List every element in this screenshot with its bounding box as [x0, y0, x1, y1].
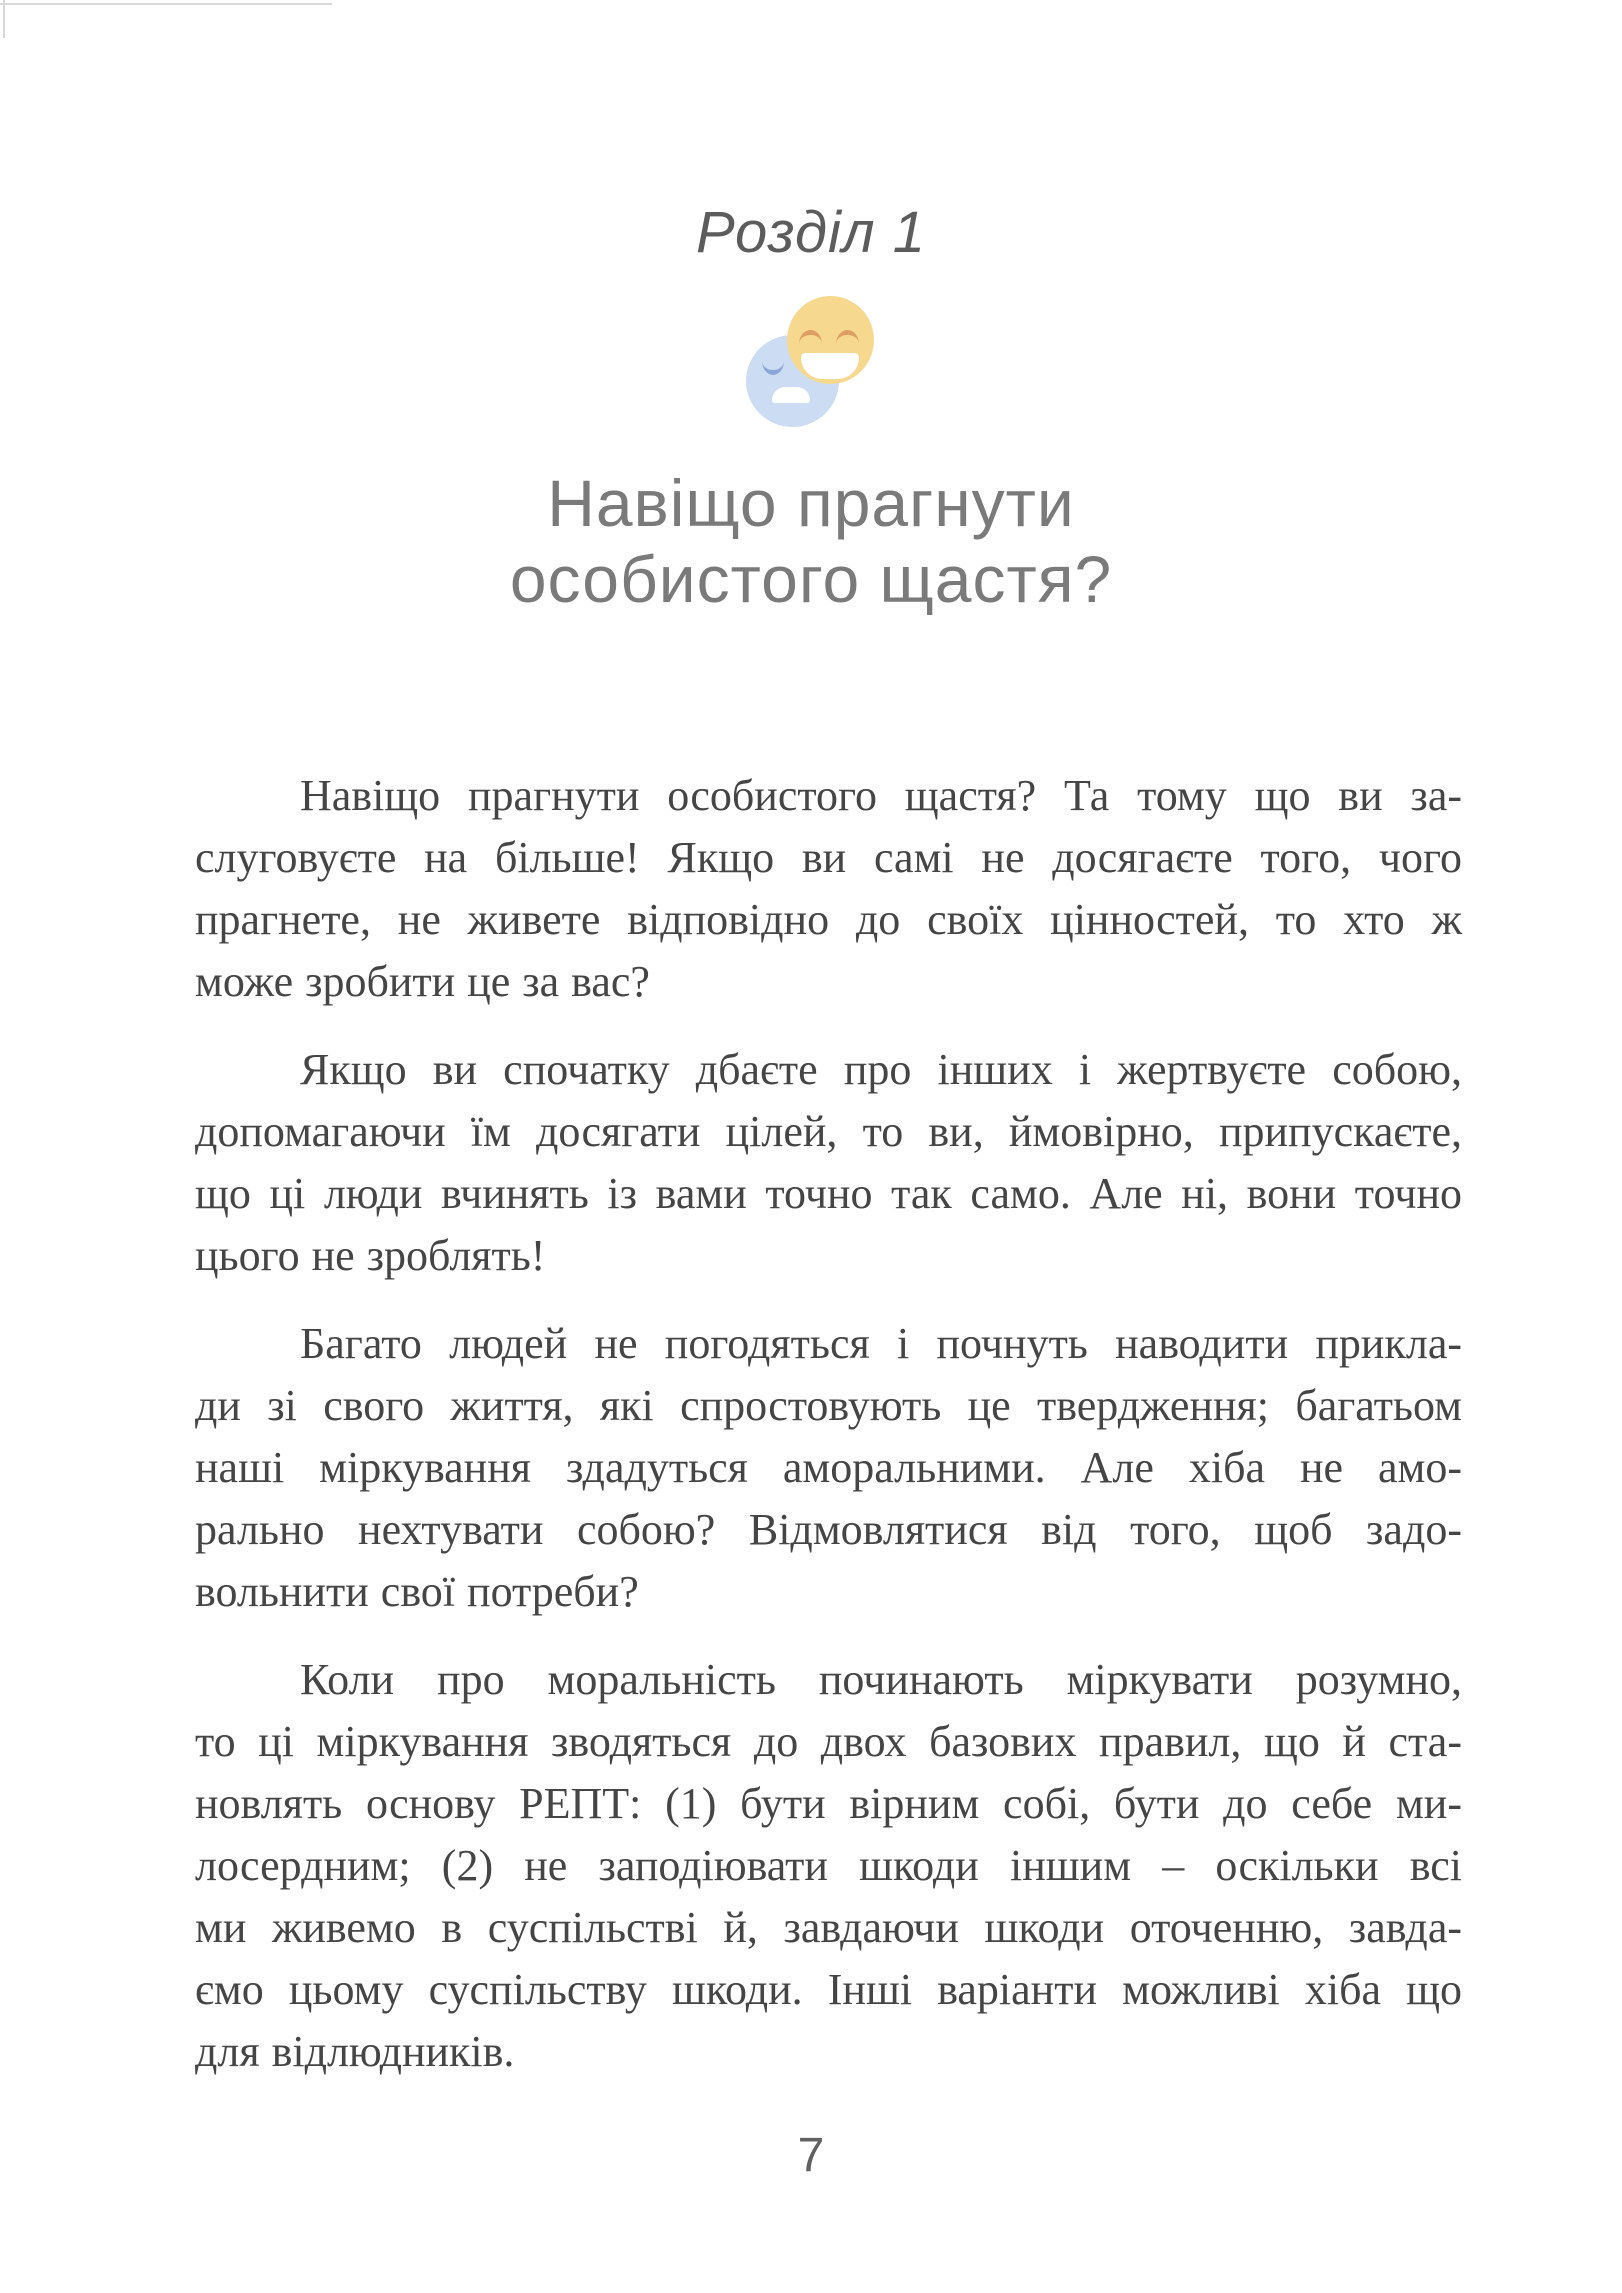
happy-face-mouth-icon	[801, 353, 859, 379]
paragraph	[195, 1649, 1462, 2083]
page-number: 7	[797, 2129, 825, 2182]
text-line: рально нехтувати собою? Відмовлятися від того, щоб задо-	[195, 1505, 1462, 1554]
happy-face-icon	[787, 296, 874, 384]
text-line: новлять основу РЕПТ: (1) бути вірним собі, бути до себе ми-	[195, 1779, 1462, 1828]
chapter-title	[0, 465, 1622, 617]
text-line: допомагаючи їм досягати цілей, то ви, ймовірно, припускаєте,	[195, 1107, 1462, 1156]
paragraph	[195, 765, 1462, 1013]
sad-face-eye-icon	[762, 361, 784, 375]
text-line: Багато людей не погодяться і почнуть наводити прикла-	[300, 1319, 1462, 1368]
text-line: Навіщо прагнути особистого щастя? Та тому що ви за-	[300, 771, 1462, 820]
sad-face-mouth-icon	[772, 387, 810, 403]
text-line: слуговуєте на більше! Якщо ви самі не досягаєте того, чого	[195, 833, 1462, 882]
text-line: то ці міркування зводяться до двох базових правил, що й ста-	[195, 1717, 1462, 1766]
text-line: ди зі свого життя, які спростовують це твердження; багатьом	[195, 1381, 1462, 1430]
chapter-title-line-1: Навіщо прагнути	[547, 466, 1075, 540]
paragraph	[195, 1039, 1462, 1287]
paragraph	[195, 1313, 1462, 1623]
text-line: вольнити свої потреби?	[195, 1567, 639, 1616]
text-line: прагнете, не живете відповідно до своїх цінностей, то хто ж	[195, 895, 1462, 944]
text-line: Коли про моральність починають міркувати розумно,	[300, 1655, 1462, 1704]
text-line: ємо цьому суспільству шкоди. Інші варіанти можливі хіба що	[195, 1965, 1462, 2014]
scan-edge-left	[3, 0, 5, 38]
text-line: Якщо ви спочатку дбаєте про інших і жертвуєте собою,	[300, 1045, 1462, 1094]
text-line: наші міркування здадуться аморальними. Але хіба не амо-	[195, 1443, 1462, 1492]
text-line: що ці люди вчинять із вами точно так само. Але ні, вони точно	[195, 1169, 1462, 1218]
body-text	[195, 765, 1462, 2083]
text-line: може зробити це за вас?	[195, 957, 650, 1006]
happy-face-right-eye-icon	[836, 330, 859, 344]
scan-edge-top	[0, 3, 332, 5]
chapter-number-heading: Розділ 1	[696, 200, 926, 265]
chapter-title-line-2: особистого щастя?	[509, 542, 1113, 616]
text-line: для відлюдників.	[195, 2027, 515, 2076]
text-line: лосердним; (2) не заподіювати шкоди іншим – оскільки всі	[195, 1841, 1462, 1890]
happy-face-left-eye-icon	[799, 330, 822, 344]
text-line: ми живемо в суспільстві й, завдаючи шкоди оточенню, завда-	[195, 1903, 1462, 1952]
text-line: цього не зроблять!	[195, 1231, 546, 1280]
happy-sad-faces-emoji	[744, 290, 879, 427]
